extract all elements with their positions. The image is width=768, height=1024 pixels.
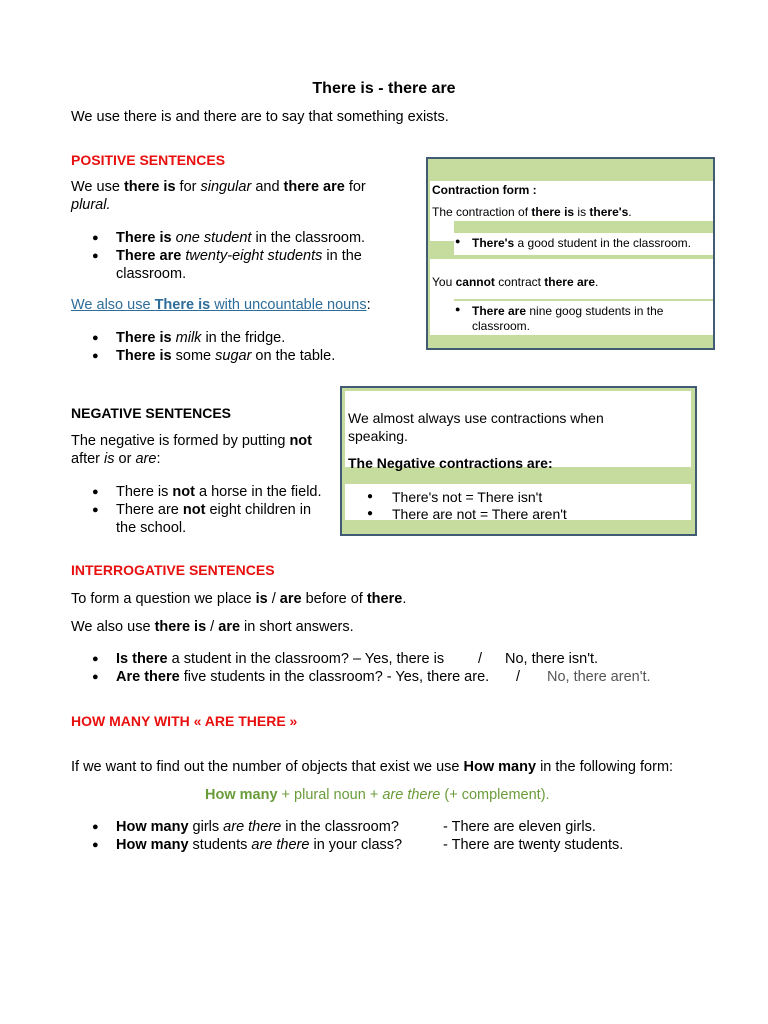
uncountable-note: We also use There is with uncountable nouns: xyxy=(71,297,371,313)
howmany-heading: HOW MANY WITH « ARE THERE » xyxy=(71,713,298,729)
page-title: There is - there are xyxy=(312,80,456,97)
contraction-box-gap xyxy=(430,299,454,335)
slash-separator: / xyxy=(478,651,483,667)
bullet-icon: ● xyxy=(92,504,99,516)
list-item: How many students are there in your class? xyxy=(116,837,403,853)
interrogative-line-1: To form a question we place is / are before of there. xyxy=(71,591,407,607)
list-item-continuation: classroom. xyxy=(116,266,187,282)
contraction-box-top xyxy=(430,181,713,221)
list-item: There are not eight children in xyxy=(116,502,312,518)
list-item: How many girls are there in the classroom? xyxy=(116,819,399,835)
bullet-icon: ● xyxy=(92,232,99,244)
list-item: There are not = There aren't xyxy=(392,506,567,522)
short-answer: No, there aren't. xyxy=(547,669,651,685)
contraction-box-mid xyxy=(430,259,713,299)
negative-contraction-box xyxy=(340,386,697,536)
slash-separator: / xyxy=(516,669,521,685)
negative-box-bullets xyxy=(345,484,691,520)
contraction-box-gap xyxy=(430,221,454,241)
positive-heading: POSITIVE SENTENCES xyxy=(71,152,226,168)
contraction-bullet-1 xyxy=(454,233,713,255)
bullet-icon: ● xyxy=(367,508,374,519)
bullet-icon: ● xyxy=(92,350,99,362)
bullet-icon: ● xyxy=(92,250,99,262)
howmany-intro: If we want to find out the number of objects that exist we use How many in the following form: xyxy=(71,759,674,775)
negative-line-1: The negative is formed by putting not xyxy=(71,433,312,449)
list-item: There is some sugar on the table. xyxy=(116,348,336,364)
interrogative-heading: INTERROGATIVE SENTENCES xyxy=(71,562,275,578)
negative-box-top xyxy=(345,391,691,471)
positive-line-2: plural. xyxy=(71,197,111,213)
bullet-icon: ● xyxy=(92,671,99,683)
list-item: There's a good student in the classroom. xyxy=(472,236,691,250)
bullet-icon: ● xyxy=(92,332,99,344)
answer: - There are twenty students. xyxy=(443,837,624,853)
list-item-continuation: the school. xyxy=(116,520,187,536)
positive-line-1: We use there is for singular and there are for xyxy=(71,179,366,195)
contraction-bullet-2 xyxy=(454,301,713,335)
list-item-continuation: classroom. xyxy=(472,319,531,333)
negative-box-line-2: speaking. xyxy=(348,428,408,444)
contraction-heading: Contraction form : xyxy=(432,183,537,197)
bullet-icon: ● xyxy=(92,653,99,665)
bullet-icon: ● xyxy=(455,304,461,314)
list-item: There is milk in the fridge. xyxy=(116,330,286,346)
negative-line-2: after is or are: xyxy=(71,451,161,467)
list-item: There are twenty-eight students in the xyxy=(116,248,362,264)
bullet-icon: ● xyxy=(92,839,99,851)
list-item: Is there a student in the classroom? – Yes, there is xyxy=(116,651,445,667)
negative-box-line-1: We almost always use contractions when xyxy=(348,410,604,426)
answer: - There are eleven girls. xyxy=(443,819,596,835)
list-item: There's not = There isn't xyxy=(392,489,543,505)
contraction-line-1: The contraction of there is is there's. xyxy=(432,205,632,219)
negative-box-heading: The Negative contractions are: xyxy=(348,455,553,471)
bullet-icon: ● xyxy=(367,491,374,502)
list-item: Are there five students in the classroom? - Yes, there are. xyxy=(116,669,490,685)
intro-text: We use there is and there are to say that something exists. xyxy=(71,109,449,125)
contraction-box xyxy=(426,157,715,350)
list-item: There are nine goog students in the xyxy=(472,304,664,318)
interrogative-line-2: We also use there is / are in short answers. xyxy=(71,619,354,635)
list-item: There is not a horse in the field. xyxy=(116,484,322,500)
list-item: There is one student in the classroom. xyxy=(116,230,366,246)
bullet-icon: ● xyxy=(92,486,99,498)
howmany-formula: How many + plural noun + are there (+ complement). xyxy=(205,787,550,803)
contraction-line-2: You cannot contract there are. xyxy=(432,275,599,289)
bullet-icon: ● xyxy=(92,821,99,833)
bullet-icon: ● xyxy=(455,236,461,246)
negative-heading: NEGATIVE SENTENCES xyxy=(71,405,231,421)
short-answer: No, there isn't. xyxy=(505,651,599,667)
